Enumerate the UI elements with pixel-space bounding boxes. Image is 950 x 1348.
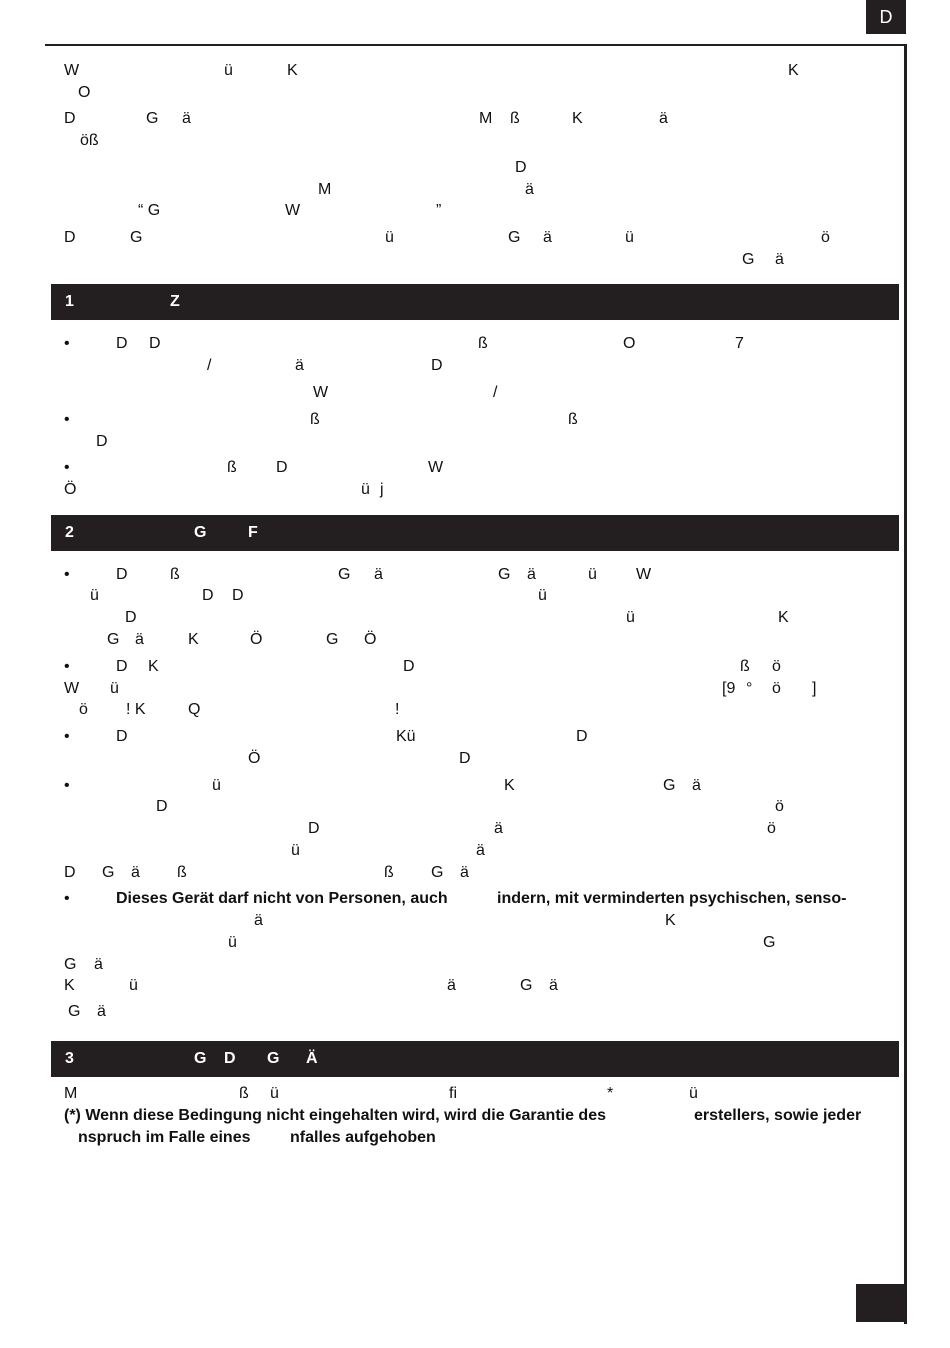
- section1-fragment: D: [116, 335, 128, 352]
- section2-fragment: •: [64, 728, 70, 745]
- section2-fragment: G: [102, 864, 115, 881]
- section3-fragment: ß: [239, 1085, 249, 1102]
- section2-fragment: Kü: [396, 728, 416, 745]
- intro-fragment: D: [64, 229, 76, 246]
- section2-bold-fragment: Dieses Gerät darf nicht von Personen, auch: [116, 890, 448, 907]
- section2-fragment: ä: [494, 820, 503, 837]
- section2-fragment: •: [64, 890, 70, 907]
- section2-fragment: D: [202, 587, 214, 604]
- intro-fragment: öß: [80, 132, 99, 149]
- intro-fragment: ”: [436, 202, 442, 219]
- section1-fragment: W: [313, 384, 329, 401]
- section2-fragment: ß: [170, 566, 180, 583]
- intro-fragment: ü: [385, 229, 394, 246]
- section1-fragment: 7: [735, 335, 744, 352]
- section2-fragment: D: [64, 864, 76, 881]
- section2-fragment: K: [188, 631, 199, 648]
- section3-bold-fragment: (*) Wenn diese Bedingung nicht eingehalten wird, wird die Garantie des: [64, 1107, 606, 1124]
- section2-fragment: ö: [772, 658, 781, 675]
- section3-bold-fragment: nspruch im Falle eines: [78, 1129, 251, 1146]
- section-number: 1: [65, 293, 74, 310]
- section2-fragment: ü: [129, 977, 138, 994]
- section2-bold-fragment: indern, mit verminderten psychischen, senso-: [497, 890, 847, 907]
- section2-fragment: ü: [228, 934, 237, 951]
- section-header-3: [51, 1041, 899, 1077]
- section1-fragment: D: [431, 357, 443, 374]
- section1-fragment: D: [276, 459, 288, 476]
- section2-fragment: K: [148, 658, 159, 675]
- section2-fragment: G: [64, 956, 77, 973]
- intro-fragment: ä: [525, 181, 534, 198]
- section2-fragment: G: [498, 566, 511, 583]
- section2-fragment: K: [665, 912, 676, 929]
- section2-fragment: D: [116, 658, 128, 675]
- section2-fragment: D: [125, 609, 137, 626]
- section2-fragment: !: [395, 701, 400, 718]
- section-title-fragment: G: [194, 524, 207, 541]
- intro-fragment: M: [479, 110, 493, 127]
- section1-fragment: •: [64, 335, 70, 352]
- intro-fragment: ä: [182, 110, 191, 127]
- intro-fragment: G: [742, 251, 755, 268]
- section2-fragment: ü: [291, 842, 300, 859]
- section1-fragment: D: [149, 335, 161, 352]
- section2-fragment: ä: [97, 1003, 106, 1020]
- section2-fragment: ß: [384, 864, 394, 881]
- section3-fragment: M: [64, 1085, 78, 1102]
- section2-fragment: ä: [374, 566, 383, 583]
- section3-bold-fragment: erstellers, sowie jeder: [694, 1107, 862, 1124]
- section-title-fragment: F: [248, 524, 258, 541]
- intro-fragment: ä: [543, 229, 552, 246]
- intro-fragment: ä: [775, 251, 784, 268]
- section-title-fragment: D: [224, 1050, 236, 1067]
- section2-fragment: [9: [722, 680, 736, 697]
- section3-fragment: *: [607, 1085, 614, 1102]
- section-title-fragment: G: [267, 1050, 280, 1067]
- section2-fragment: ü: [90, 587, 99, 604]
- section2-fragment: ü: [588, 566, 597, 583]
- section2-fragment: G: [338, 566, 351, 583]
- section2-fragment: W: [636, 566, 652, 583]
- section2-fragment: •: [64, 658, 70, 675]
- section-number: 2: [65, 524, 74, 541]
- section3-fragment: ü: [689, 1085, 698, 1102]
- section2-fragment: ß: [177, 864, 187, 881]
- section1-fragment: ü: [361, 481, 370, 498]
- section2-fragment: ä: [527, 566, 536, 583]
- section1-fragment: j: [380, 481, 384, 498]
- section1-fragment: ß: [227, 459, 237, 476]
- section2-fragment: Q: [188, 701, 201, 718]
- section2-fragment: G: [68, 1003, 81, 1020]
- intro-fragment: K: [287, 62, 298, 79]
- section1-fragment: Ö: [64, 481, 77, 498]
- intro-fragment: ß: [510, 110, 520, 127]
- intro-fragment: G: [146, 110, 159, 127]
- section3-fragment: fi: [449, 1085, 457, 1102]
- section1-fragment: ß: [310, 411, 320, 428]
- intro-fragment: “ G: [138, 202, 161, 219]
- intro-fragment: ä: [659, 110, 668, 127]
- section2-fragment: ö: [79, 701, 88, 718]
- section2-fragment: K: [504, 777, 515, 794]
- section2-fragment: D: [576, 728, 588, 745]
- section1-fragment: •: [64, 459, 70, 476]
- section-header-2: [51, 515, 899, 551]
- section2-fragment: ü: [110, 680, 119, 697]
- section2-fragment: D: [232, 587, 244, 604]
- intro-fragment: M: [318, 181, 332, 198]
- section2-fragment: G: [763, 934, 776, 951]
- section2-fragment: ä: [254, 912, 263, 929]
- intro-fragment: D: [515, 159, 527, 176]
- intro-fragment: G: [508, 229, 521, 246]
- section1-fragment: •: [64, 411, 70, 428]
- section1-fragment: D: [96, 433, 108, 450]
- section2-fragment: G: [107, 631, 120, 648]
- section2-fragment: °: [746, 680, 753, 697]
- page-number-block: [856, 1284, 906, 1322]
- intro-fragment: ü: [224, 62, 233, 79]
- section2-fragment: G: [431, 864, 444, 881]
- intro-fragment: W: [285, 202, 301, 219]
- section1-fragment: ß: [478, 335, 488, 352]
- language-badge: D: [866, 0, 906, 34]
- section2-fragment: •: [64, 777, 70, 794]
- section1-fragment: ä: [295, 357, 304, 374]
- intro-fragment: K: [572, 110, 583, 127]
- section1-fragment: W: [428, 459, 444, 476]
- intro-fragment: G: [130, 229, 143, 246]
- section2-fragment: ü: [538, 587, 547, 604]
- section2-fragment: G: [663, 777, 676, 794]
- section3-bold-fragment: nfalles aufgehoben: [290, 1129, 436, 1146]
- intro-fragment: K: [788, 62, 799, 79]
- section1-fragment: /: [207, 357, 212, 374]
- section2-fragment: G: [326, 631, 339, 648]
- section-header-1: [51, 284, 899, 320]
- section2-fragment: D: [308, 820, 320, 837]
- section2-fragment: ä: [549, 977, 558, 994]
- section2-fragment: W: [64, 680, 80, 697]
- section-title-fragment: Ä: [306, 1050, 318, 1067]
- intro-fragment: W: [64, 62, 80, 79]
- section1-fragment: ß: [568, 411, 578, 428]
- section2-fragment: D: [116, 728, 128, 745]
- section2-fragment: G: [520, 977, 533, 994]
- section2-fragment: ä: [460, 864, 469, 881]
- section2-fragment: ]: [812, 680, 817, 697]
- section2-fragment: ß: [740, 658, 750, 675]
- section2-fragment: K: [64, 977, 75, 994]
- section2-fragment: K: [778, 609, 789, 626]
- section2-fragment: ä: [135, 631, 144, 648]
- intro-fragment: ö: [821, 229, 830, 246]
- section-title-fragment: G: [194, 1050, 207, 1067]
- section2-fragment: ä: [476, 842, 485, 859]
- section2-fragment: Ö: [248, 750, 261, 767]
- section2-fragment: D: [156, 798, 168, 815]
- section2-fragment: ö: [767, 820, 776, 837]
- section2-fragment: ü: [212, 777, 221, 794]
- margin-rule: [904, 44, 907, 1324]
- section-title-fragment: Z: [170, 293, 180, 310]
- section2-fragment: ö: [775, 798, 784, 815]
- section-number: 3: [65, 1050, 74, 1067]
- section2-fragment: Ö: [364, 631, 377, 648]
- section2-fragment: •: [64, 566, 70, 583]
- intro-fragment: O: [78, 84, 91, 101]
- section2-fragment: ä: [447, 977, 456, 994]
- section2-fragment: ä: [94, 956, 103, 973]
- section2-fragment: ü: [626, 609, 635, 626]
- section2-fragment: ! K: [126, 701, 146, 718]
- section2-fragment: D: [459, 750, 471, 767]
- section2-fragment: D: [116, 566, 128, 583]
- section2-fragment: ä: [692, 777, 701, 794]
- section2-fragment: ä: [131, 864, 140, 881]
- intro-fragment: D: [64, 110, 76, 127]
- header-rule: [45, 44, 907, 46]
- section2-fragment: Ö: [250, 631, 263, 648]
- section2-fragment: ö: [772, 680, 781, 697]
- section3-fragment: ü: [270, 1085, 279, 1102]
- intro-fragment: ü: [625, 229, 634, 246]
- section1-fragment: /: [493, 384, 498, 401]
- section2-fragment: D: [403, 658, 415, 675]
- section1-fragment: O: [623, 335, 636, 352]
